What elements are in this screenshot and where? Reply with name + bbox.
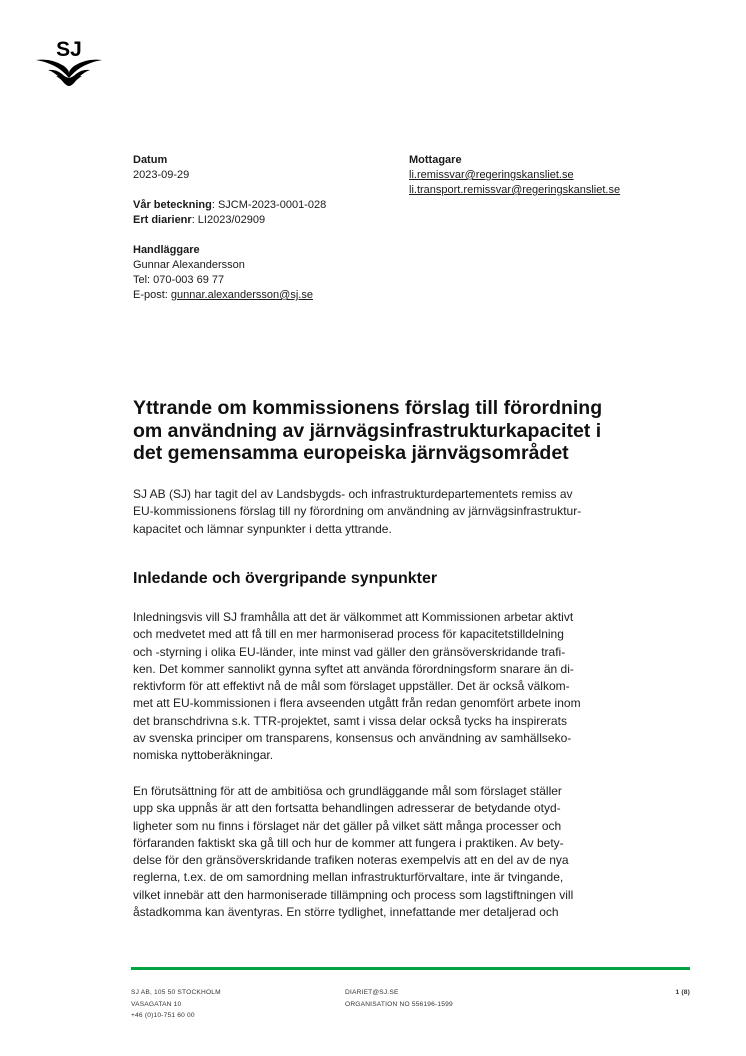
body-paragraph-2 [133, 783, 693, 921]
sj-logo [34, 36, 104, 86]
ert-diarienr-value: : LI2023/02909 [191, 214, 266, 226]
body-paragraph-1 [133, 609, 693, 765]
handlaggare-label: Handläggare [133, 244, 200, 256]
text-line: det branschdrivna s.k. TTR-projektet, samt i vissa delar också tycks ha inspirerats [133, 713, 567, 728]
ert-diarienr-label: Ert diarienr [133, 214, 192, 226]
handlaggare-name: Gunnar Alexandersson [133, 259, 245, 271]
footer-text: +46 (0)10-751 60 00 [131, 1012, 195, 1019]
footer-text: ORGANISATION NO 556196-1599 [345, 1000, 453, 1008]
intro-paragraph [133, 486, 693, 538]
footer-contact [345, 987, 453, 1010]
mottagare-email-link[interactable]: li.transport.remissvar@regeringskansliet.se [409, 184, 621, 196]
text-line: kapacitet och lämnar synpunkter i detta yttrande. [133, 521, 392, 536]
text-line: En förutsättning för att de ambitiösa och grundläggande mål som förslaget ställer [133, 784, 562, 798]
text-line: vilket innebär att den harmoniserade tillämpning och process som lagstiftningen vill [133, 887, 574, 902]
handlaggare-email-row [133, 288, 326, 303]
datum-label: Datum [133, 154, 168, 166]
text-line: ken. Det kommer sannolikt gynna syftet att använda förordningsform snarare än di- [133, 661, 574, 676]
mottagare-email-link[interactable]: li.remissvar@regeringskansliet.se [409, 169, 574, 181]
section-heading: Inledande och övergripande synpunkter [133, 570, 438, 587]
text-line: och -styrning i olika EU-länder, inte minst vad gäller den gränsöverskridande trafi- [133, 644, 566, 659]
title-line: det gemensamma europeiska järnvägsområdet [133, 442, 569, 464]
logo-text: SJ [56, 38, 82, 61]
var-beteckning-label: Vår beteckning [133, 199, 212, 211]
text-line: förfaranden faktiskt ska gå till och hur de kommer att fungera i praktiken. Av bety- [133, 835, 564, 850]
footer-text: DIARIET@SJ.SE [345, 989, 399, 996]
text-line: ligheter som nu finns i förslaget när det gäller på vilket sätt många processer och [133, 818, 562, 833]
handlaggare-email-link[interactable]: gunnar.alexandersson@sj.se [170, 289, 313, 301]
text-line: upp ska uppnås är att den fortsatta behandlingen adresserar de betydande otyd- [133, 801, 561, 816]
page-indicator: 1 (8) [675, 989, 690, 996]
ert-diarienr [133, 213, 326, 228]
footer-text: SJ AB, 105 50 STOCKHOLM [131, 989, 221, 996]
var-beteckning [133, 198, 326, 213]
text-line: Inledningsvis vill SJ framhålla att det är välkommet att Kommissionen arbetar aktivt [133, 610, 574, 624]
text-line: åstadkomma kan äventyras. En större tydlighet, innefattande mer detaljerad och [133, 905, 559, 920]
header-left [133, 153, 326, 303]
var-beteckning-value: : SJCM-2023-0001-028 [211, 199, 327, 211]
title-line: Yttrande om kommissionens förslag till förordning [133, 397, 603, 419]
text-line: delse för den gränsöverskridande trafiken noteras exempelvis att en del av de nya [133, 853, 569, 868]
text-line: rektivform för att effektivt nå de mål som förslaget uppställer. Det är också välkom- [133, 679, 570, 694]
text-line: reglerna, t.ex. de om samordning mellan infrastrukturförvaltare, inte är tvingande, [133, 870, 564, 885]
text-line: SJ AB (SJ) har tagit del av Landsbygds- och infrastrukturdepartementets remiss av [133, 487, 573, 501]
header-right [409, 153, 620, 198]
sj-wings-logo-icon [34, 36, 104, 86]
email-prefix: E-post: [133, 289, 171, 301]
text-line: nomiska nyttoberäkningar. [133, 748, 274, 763]
text-line: met att EU-kommissionen i flera avseenden utgått från redan genomfört arbete inom [133, 696, 581, 711]
text-line: av svenska principer om transparens, konsensus och användning av samhällseko- [133, 731, 572, 746]
title-line: om användning av järnvägsinfrastrukturkapacitet i [133, 419, 602, 442]
footer-text: VASAGATAN 10 [131, 1000, 182, 1008]
mottagare-label: Mottagare [409, 154, 462, 166]
footer-address [131, 987, 221, 1022]
text-line: EU-kommissionens förslag till ny förordning om användning av järnvägsinfrastruktur- [133, 504, 582, 519]
handlaggare-tel: Tel: 070-003 69 77 [133, 274, 225, 286]
footer-divider [131, 967, 690, 970]
datum-value: 2023-09-29 [133, 169, 190, 181]
text-line: och medvetet med att få till en mer harmoniserad process för kapacitetstilldelning [133, 627, 564, 642]
document-title [133, 397, 673, 465]
